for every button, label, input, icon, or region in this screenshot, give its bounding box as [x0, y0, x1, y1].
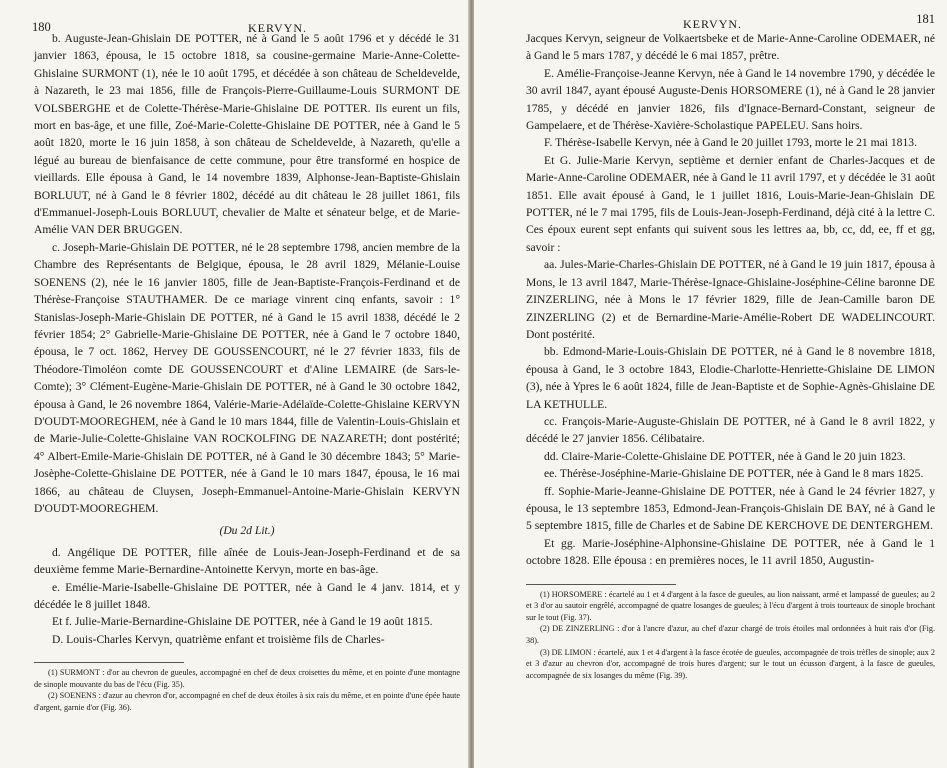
right-page-number: 181 — [916, 12, 935, 26]
right-running-head: KERVYN. — [683, 17, 743, 31]
footnote-rule — [34, 662, 184, 663]
paragraph-gg: Et gg. Marie-Joséphine-Alphonsine-Ghislaine DE POTTER, née à Gand le 1 octobre 1828. Elle épousa : en premières noces, le 11 avril 1850, Augustin- — [526, 536, 935, 568]
paragraph-b: b. Auguste-Jean-Ghislain DE POTTER, né à Gand le 5 août 1796 et y décédé le 31 janvier 1863, épousa, le 15 octobre 1818, sa cousine-germaine Marie-Anne-Colette-Ghislaine SURMONT (1), née le 10 août 1795, et décédée à son château de Scheldevelde, à Nazareth, le 23 mai 1856, fille de François-Pierre-Guillaume-Louis SURMONT DE VOLSBERGHE et de Colette-Thérèse-Marie-Ghislaine DE POTTER. Ils eurent un fils, mort en bas-âge, et une fille, Zoé-Marie-Colette-Ghislaine DE POTTER, née à Gand le 5 août 1820, morte le 16 juin 1858, à son château de Scheldevelde, à Nazareth, qu'elle a légué au bureau de bienfaisance de cette commune, pour être transformé en hospice de vieillards. Elle épousa à Gand, le 14 novembre 1839, Alphonse-Jean-Baptiste-Ghislain BORLUUT, né à Gand le 8 février 1802, décédé au dit château le 28 juillet 1861, fils d'Emmanuel-Joseph-Louis BORLUUT, chevalier de Malte et sénateur belge, et de Marie-Amélie VAN DER BRUGGEN. — [34, 32, 460, 237]
paragraph-dd: dd. Claire-Marie-Colette-Ghislaine DE POTTER, née à Gand le 20 juin 1823. — [544, 449, 906, 463]
paragraph-e: e. Emélie-Marie-Isabelle-Ghislaine DE POTTER, née à Gand le 4 janv. 1814, et y décédée le 8 juillet 1848. — [34, 580, 460, 611]
left-footnotes — [34, 662, 460, 713]
paragraph-aa: aa. Jules-Marie-Charles-Ghislain DE POTTER, né à Gand le 19 juin 1817, épousa à Mons, le 13 avril 1847, Marie-Thérèse-Ignace-Ghislaine-Joséphine-Céline baronne DE ZINZERLING, née à Mons le 17 février 1829, fille de Jean-Camille baron DE ZINZERLING (2) et de Bernardine-Marie-Amélie-Robert DE WADELINCOURT. Dont postérité. — [526, 258, 935, 341]
left-page-number: 180 — [32, 20, 51, 34]
subheading-second-marriage: (Du 2d Lit.) — [219, 524, 275, 538]
footnote-2: (2) SOENENS : d'azur au chevron d'or, accompagné en chef de deux étoiles à six rais du même, et en pointe d'une épée haute d'argent, garnie d'or (Fig. 36). — [34, 691, 460, 712]
paragraph-cc: cc. François-Marie-Auguste-Ghislain DE POTTER, né à Gand le 8 avril 1822, y décédé le 27 janvier 1856. Célibataire. — [526, 414, 935, 446]
paragraph-f: Et f. Julie-Marie-Bernardine-Ghislaine DE POTTER, née à Gand le 19 août 1815. — [52, 615, 433, 629]
right-page — [474, 0, 947, 768]
paragraph-G: Et G. Julie-Marie Kervyn, septième et dernier enfant de Charles-Jacques et de Marie-Anne-Caroline ODEMAER, née à Gand le 11 avril 1797, et y décédée le 31 août 1851. Elle avait épousé à Gand, le 1 juillet 1816, Louis-Marie-Jean-Ghislain DE POTTER, né le 7 mai 1795, fils de Louis-Jean-Joseph-Ferdinand, déjà cité à la lettre C. Ces époux eurent sept enfants qui suivent sous les lettres aa, bb, cc, dd, ee, ff et gg, savoir : — [526, 153, 935, 254]
left-running-head: KERVYN. — [248, 21, 308, 35]
right-footnotes — [526, 584, 935, 682]
right-page-body — [526, 30, 935, 570]
paragraph-d: d. Angélique DE POTTER, fille aînée de Louis-Jean-Joseph-Ferdinand et de sa deuxième femme Marie-Bernardine-Antoinette Kervyn, morte en bas-âge. — [34, 545, 460, 577]
paragraph-ee: ee. Thérèse-Joséphine-Marie-Ghislaine DE POTTER, née à Gand le 8 mars 1825. — [544, 467, 924, 481]
paragraph-D: D. Louis-Charles Kervyn, quatrième enfant et troisième fils de Charles- — [52, 632, 385, 646]
right-page-header — [526, 0, 935, 30]
left-page-body — [34, 30, 460, 648]
paragraph-bb: bb. Edmond-Marie-Louis-Ghislain DE POTTER, né à Gand le 8 novembre 1818, épousa à Gand, le 3 octobre 1843, Elodie-Charlotte-Henriette-Ghislaine DE LIMON (3), née à Ypres le 6 août 1824, fille de Jean-Baptiste et de Sophie-Agnès-Ghislaine DE LA KETHULLE. — [526, 345, 935, 411]
paragraph-E: E. Amélie-Françoise-Jeanne Kervyn, née à Gand le 14 novembre 1790, y décédée le 30 avril 1847, ayant épousé Auguste-Denis HORSOMERE (1), né à Gand le 28 janvier 1785, y décédé en janvier 1826, fils d'Ignace-Bernard-Constant, seigneur de Gampelaere, et de Thérèse-Xavière-Scholastique PAPELEU. Sans hoirs. — [526, 66, 935, 133]
footnote-1: (1) HORSOMERE : écartelé au 1 et 4 d'argent à la fasce de gueules, au lion naissant, armé et lampassé de gueules; au 2 et 3 d'or au sautoir engrêlé, accompagné de quatre losanges de gueules; à l'écu d'argent à trois tourteaux de sinople brochant sur le tout (Fig. 37). — [526, 589, 935, 622]
paragraph-c: c. Joseph-Marie-Ghislain DE POTTER, né le 28 septembre 1798, ancien membre de la Chambre des Représentants de Belgique, épousa, le 28 avril 1829, Mélanie-Louise SOENENS (2), née le 16 janvier 1805, fille de Jean-Baptiste-François-Ferdinand et de Thérèse-Françoise STAUTHAMER. De ce mariage vinrent cinq enfants, savoir : 1° Stanislas-Joseph-Marie-Ghislain DE POTTER, né à Gand le 15 avril 1838, décédé le 2 février 1854; 2° Gabrielle-Marie-Ghislaine DE POTTER, née à Gand le 7 octobre 1840, épousa, le 7 oct. 1862, Hervey DE GOUSSENCOURT, né le 27 février 1833, fils de Théodore-Timoléon comte DE GOUSSENCOURT et d'Aline LEMAIRE (de Sars-le-Comte); 3° Clément-Eugène-Marie-Ghislain DE POTTER, né à Gand le 30 octobre 1842, épousa à Gand, le 26 novembre 1864, Valérie-Marie-Adélaïde-Colette-Ghislaine KERVYN D'OUDT-MOOREGHEM, née à Gand le 10 mars 1844, fille de Valentin-Louis-Ghislain et de Marie-Julie-Colette-Ghislaine VAN ROCKOLFING DE NAZARETH; dont postérité; 4° Albert-Emile-Marie-Ghislain DE POTTER, né à Gand le 30 décembre 1843; 5° Marie-Josèphe-Colette-Ghislaine DE POTTER, née à Gand le 10 mars 1847, épousa, le 16 mai 1866, au château de Cluysen, Joseph-Emmanuel-Antoine-Marie-Ghislain KERVYN D'OUDT-MOOREGHEM. — [34, 240, 460, 515]
footnote-rule — [526, 584, 676, 585]
paragraph-jacques: Jacques Kervyn, seigneur de Volkaertsbeke et de Marie-Anne-Caroline ODEMAER, né à Gand le 5 mars 1787, y décédé le 6 mai 1857, prêtre. — [526, 32, 935, 63]
left-page — [0, 0, 470, 768]
footnote-2: (2) DE ZINZERLING : d'or à l'ancre d'azur, au chef d'azur chargé de trois étoiles mal ordonnées à huit rais d'or (Fig. 38). — [526, 624, 935, 645]
paragraph-ff: ff. Sophie-Marie-Jeanne-Ghislaine DE POTTER, née à Gand le 24 février 1827, y épousa, le 13 septembre 1853, Edmond-Jean-François-Ghislain DE BAY, né à Gand le 5 septembre 1815, fille de Charles et de Sabine DE KERCHOVE DE DENTERGHEM. — [526, 484, 935, 533]
paragraph-F: F. Thérèse-Isabelle Kervyn, née à Gand le 20 juillet 1793, morte le 21 mai 1813. — [544, 136, 917, 150]
footnote-1: (1) SURMONT : d'or au chevron de gueules, accompagné en chef de deux croisettes du même, et en pointe d'une montagne de sinople mouvante du bas de l'écu (Fig. 35). — [34, 668, 460, 689]
footnote-3: (3) DE LIMON : écartelé, aux 1 et 4 d'argent à la fasce écotée de gueules, accompagnée de trois trèfles de sinople; aux 2 et 3 d'azur au chevron d'or, accompagné de trois hures d'argent; sur le tout un écusson d'argent, à la fasce de gueules, accompagnée de six losanges du même (Fig. 39). — [526, 647, 935, 680]
left-page-header — [32, 0, 460, 35]
